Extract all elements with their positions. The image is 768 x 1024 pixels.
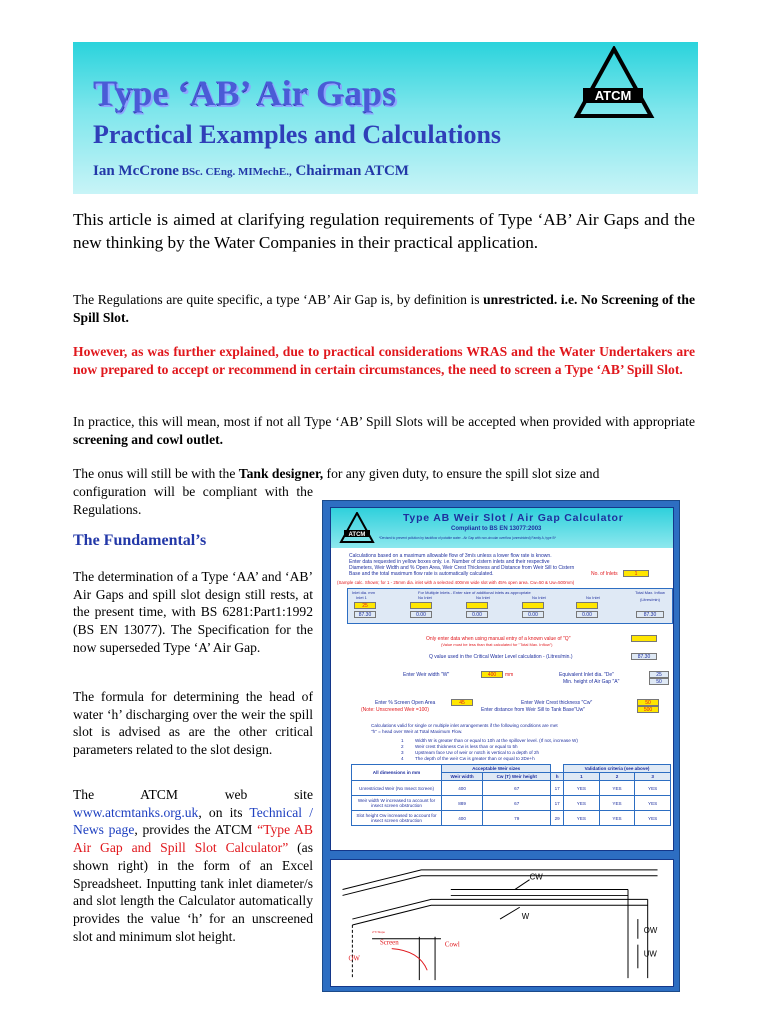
table-row: Weir width W increased to account for insect screen obstruction 889 67 17 YES YES YES	[352, 796, 671, 811]
results-table: All dimensions in mm Acceptable Weir sizes Validation criteria (see above) Weir width Cw (T) Weir height h 1 2 3 Unrestricted Weir (No Insect Screen) 400 67 17 YES YES YES Weir width W increased to account for insect screen obstruction 889 67 17 YES YES YES Slot height Ow increased to account for insect screen obstruction 400 79 29 YES YES YES	[351, 764, 671, 826]
q-used-label: Q value used in the Critical Water Level calculation - (Litres/min.)	[429, 654, 573, 660]
condition-2: Weir crest thickness Cw is less than or equal to 5h	[415, 744, 518, 749]
paragraph-formula: The formula for determining the head of water ‘h’ discharging over the weir the spill slot is advised as are the other critical parameters related to the slot design.	[73, 689, 313, 758]
sample-calc-note: (Sample calc. Shown; for 1 - 25mm dia. inlet with a selected 400mm wide slot with 45% open area. Cw=50 & Uw=500mm)	[337, 580, 575, 585]
intro-paragraph: This article is aimed at clarifying regulation requirements of Type ‘AB’ Air Gaps and the new thinking by the Water Companies in their practical application.	[73, 210, 695, 252]
author-name: Ian McCrone	[93, 163, 179, 179]
calculator-note: *Devised to prevent pollution by backflow of potable water - Air Gap with non-circular overflow (unrestricted) Family A, type B*	[379, 536, 556, 540]
crest-thickness-label: Enter Weir Crest thickness "Cw"	[521, 700, 593, 706]
manual-q-note: (Value must be less than that calculated for "Total Max. Inflow")	[441, 642, 553, 647]
min-height-value: 50	[649, 678, 669, 685]
author-line	[93, 163, 409, 180]
calc-instruction-2: Enter data requested in yellow boxes only. i.e. Number of cistern inlets and their respective	[349, 559, 550, 565]
manual-q-input[interactable]	[631, 635, 657, 642]
svg-text:W: W	[521, 912, 530, 922]
inlet-2-diameter-input[interactable]	[410, 602, 432, 609]
page-subtitle: Practical Examples and Calculations	[93, 120, 502, 149]
author-role: Chairman ATCM	[291, 163, 409, 179]
atcm-logo-icon	[573, 46, 655, 120]
table-row: Slot height Ow increased to account for insect screen obstruction 400 79 29 YES YES YES	[352, 811, 671, 826]
screen-area-input[interactable]: 45	[451, 699, 473, 706]
svg-text:OW: OW	[348, 955, 360, 963]
manual-q-label: Only enter data when using manual entry of a known value of "Q"	[426, 636, 571, 642]
paragraph-wras-note: However, as was further explained, due to practical considerations WRAS and the Water Undertakers are now prepared to accept or recommend in certain circumstances, the need to screen a Type ‘AB’ Spill Slot.	[73, 344, 695, 377]
inlets-label: No. of Inlets	[591, 571, 618, 577]
screen-area-note: (Note: Unscreened Weir =100)	[361, 707, 429, 713]
svg-text:Cowl: Cowl	[444, 941, 460, 949]
atcm-website-link[interactable]: www.atcmtanks.org.uk	[73, 804, 199, 820]
paragraph-determination: The determination of a Type ‘AA’ and ‘AB’ Air Gaps and spill slot design still rests, at the present time, with BS 6281:Part1:1992 (BS EN 13077). The Specification for the now superseded Type ‘A’ Air Gap.	[73, 569, 313, 655]
inlet-3-diameter-input[interactable]	[466, 602, 488, 609]
paragraph-website: The ATCM web site www.atcmtanks.org.uk, on its Technical / News page, provides the ATCM “Type AB Air Gap and Spill Slot Calculator” (as shown right) in the form of an Excel Spreadsheet. Inputting tank inlet diameter/s and slot length the Calculator automatically provides the value ‘h’ for an unscreened slot and minimum slot height.	[73, 787, 314, 944]
min-height-label: Min. height of Air Gap "A"	[563, 679, 620, 685]
calculator-header	[331, 508, 673, 548]
condition-1: Width W is greater than or equal to 10h at the spillover level. (If not, increase W)	[415, 738, 578, 743]
q-used-value: 87.30	[631, 653, 657, 660]
header-banner	[73, 42, 698, 194]
calculator-figure	[322, 500, 680, 992]
calc-instruction-4: Base and the total maximum flow rate is automatically calculated.	[349, 571, 494, 577]
weir-width-label: Enter Weir width "W"	[403, 672, 450, 678]
section-heading-fundamentals: The Fundamental’s	[73, 532, 207, 549]
page-title: Type ‘AB’ Air Gaps	[93, 73, 397, 113]
weir-slot-drawing	[330, 859, 674, 987]
calc-instruction-1: Calculations based on a maximum allowable flow of 3m/s unless a lower flow rate is known.	[349, 553, 552, 559]
paragraph-regulations: The Regulations are quite specific, a type ‘AB’ Air Gap is, by definition is unrestricted. i.e. No Screening of the Spill Slot.	[73, 292, 695, 325]
condition-4: The depth of the weir Cw is greater than or equal to 2De+h	[415, 756, 535, 761]
paragraph-practice: In practice, this will mean, most if not all Type ‘AB’ Spill Slots will be accepted when provided with appropriate screening and cowl outlet.	[73, 414, 695, 447]
crest-thickness-input[interactable]: 50	[637, 699, 659, 706]
inlets-input[interactable]: 1	[623, 570, 649, 577]
screen-area-label: Enter % Screen Open Area	[375, 700, 436, 706]
sill-distance-input[interactable]: 500	[637, 706, 659, 713]
calculator-subtitle: Compliant to BS EN 13077:2003	[451, 526, 542, 532]
valid-subtitle: "h" = head over Weir at Total Maximum Flow.	[371, 729, 463, 734]
calculator-sheet: ATCM Type AB Weir Slot / Air Gap Calculator Compliant to BS EN 13077:2003 *Devised to prevent pollution by backflow of potable water - Air Gap with non-circular overflow (unrestricted) Family A, type B* Calculations based on a maximum allowable flow of 3m/s unless a lower flow rate is known. Enter data requested in yellow boxes only. i.e. Number of cistern inlets and their respective Diameters, Weir Width and % Open Area, Weir Crest Thickness and Distance from Weir Sill to Cistern Base and the total maximum flow rate is automatically calculated. No. of Inlets 1 (Sample calc. Shown; for 1 - 25mm dia. inlet with a selected 400mm wide slot with 45% open area. Cw=50 & Uw=500mm) Inlet dia. mm For Multiple Inlets - Enter size of additional inlets as appropriate Total Max. Inflow (Litres/min) Inlet 1 No Inlet No Inlet No Inlet No Inlet 25 87.30 0.00 0.00 0.00 0.00 87.30 Only enter data when using manual entry of a known value of "Q" (Value must be less than that calculated for "Total Max. Inflow") Q value used in the Critical Water Level calculation - (Litres/min.) 87.30 Enter Weir width "W" 400 mm Equivalent Inlet dia. "De" 25 Min. height of Air Gap "A" 50 Enter % Screen Open Area 45 (Note: Unscreened Weir =100) Enter Weir Crest thickness "Cw" 50 Enter distance from Weir Sill to Tank Base"Uw" 500 Calculations valid for single or multiple inlet arrangements if the following conditions are met "h" = head over Weir at Total Maximum Flow. 1 Width W is greater than or equal to 10h at the spillover level. (If not, increase W) 2 Weir crest thickness Cw is less than or equal to 5h 3 Upstream face Uw of weir or notch is vertical to a depth of 2h 4 The depth of the weir Cw is greater than or equal to 2De+h All dimensions in mm Acceptable Weir sizes Validation criteria (see above) Weir width Cw (T) Weir height h 1 2 3 Unrestricted Weir (No Insect Screen) 400 67 17 YES YES YES Weir width W increased to account for insect screen obstruction 889 67 17 YES YES YES Slot height Ow increased to account for insect screen obstruction 400 79 29 YES YES YES	[330, 507, 674, 851]
weir-width-input[interactable]: 400	[481, 671, 503, 678]
svg-text:2"X Slope: 2"X Slope	[372, 929, 386, 934]
inlet-4-diameter-input[interactable]	[522, 602, 544, 609]
paragraph-tank-designer: The onus will still be with the Tank designer, for any given duty, to ensure the spill slot size and configuration will be compliant with the Regulations.	[73, 466, 600, 517]
svg-text:Screen: Screen	[379, 939, 399, 947]
technical-news-link[interactable]: Technical / News page	[73, 804, 313, 838]
total-flow-value: 87.30	[636, 611, 664, 618]
inlet-grid: Inlet dia. mm For Multiple Inlets - Enter size of additional inlets as appropriate Total Max. Inflow (Litres/min) Inlet 1 No Inlet No Inlet No Inlet No Inlet 25 87.30 0.00 0.00 0.00 0.00 87.30	[347, 588, 673, 624]
table-row: Unrestricted Weir (No Insect Screen) 400 67 17 YES YES YES	[352, 781, 671, 796]
equivalent-inlet-label: Equivalent Inlet dia. "De"	[559, 672, 614, 678]
svg-text:UW: UW	[643, 949, 657, 959]
svg-text:OW: OW	[643, 925, 658, 935]
inlet-1-diameter-input[interactable]: 25	[354, 602, 376, 609]
svg-text:ATCM: ATCM	[348, 532, 366, 538]
sill-distance-label: Enter distance from Weir Sill to Tank Base"Uw"	[481, 707, 585, 713]
equivalent-inlet-value: 25	[649, 671, 669, 678]
author-qualifications: BSc. CEng. MIMechE.,	[178, 166, 292, 178]
valid-title: Calculations valid for single or multiple inlet arrangements if the following conditions are met	[371, 723, 558, 728]
inlet-5-diameter-input[interactable]	[576, 602, 598, 609]
svg-text:CW: CW	[529, 872, 543, 882]
calculator-reference: “Type AB Air Gap and Spill Slot Calculator”	[73, 822, 314, 856]
calculator-title: Type AB Weir Slot / Air Gap Calculator	[403, 512, 624, 524]
svg-text:ATCM: ATCM	[594, 88, 632, 103]
condition-3: Upstream face Uw of weir or notch is vertical to a depth of 2h	[415, 750, 540, 755]
calculator-logo-icon	[339, 512, 375, 544]
calc-instruction-3: Diameters, Weir Width and % Open Area, Weir Crest Thickness and Distance from Weir Sill to Cistern	[349, 565, 575, 571]
